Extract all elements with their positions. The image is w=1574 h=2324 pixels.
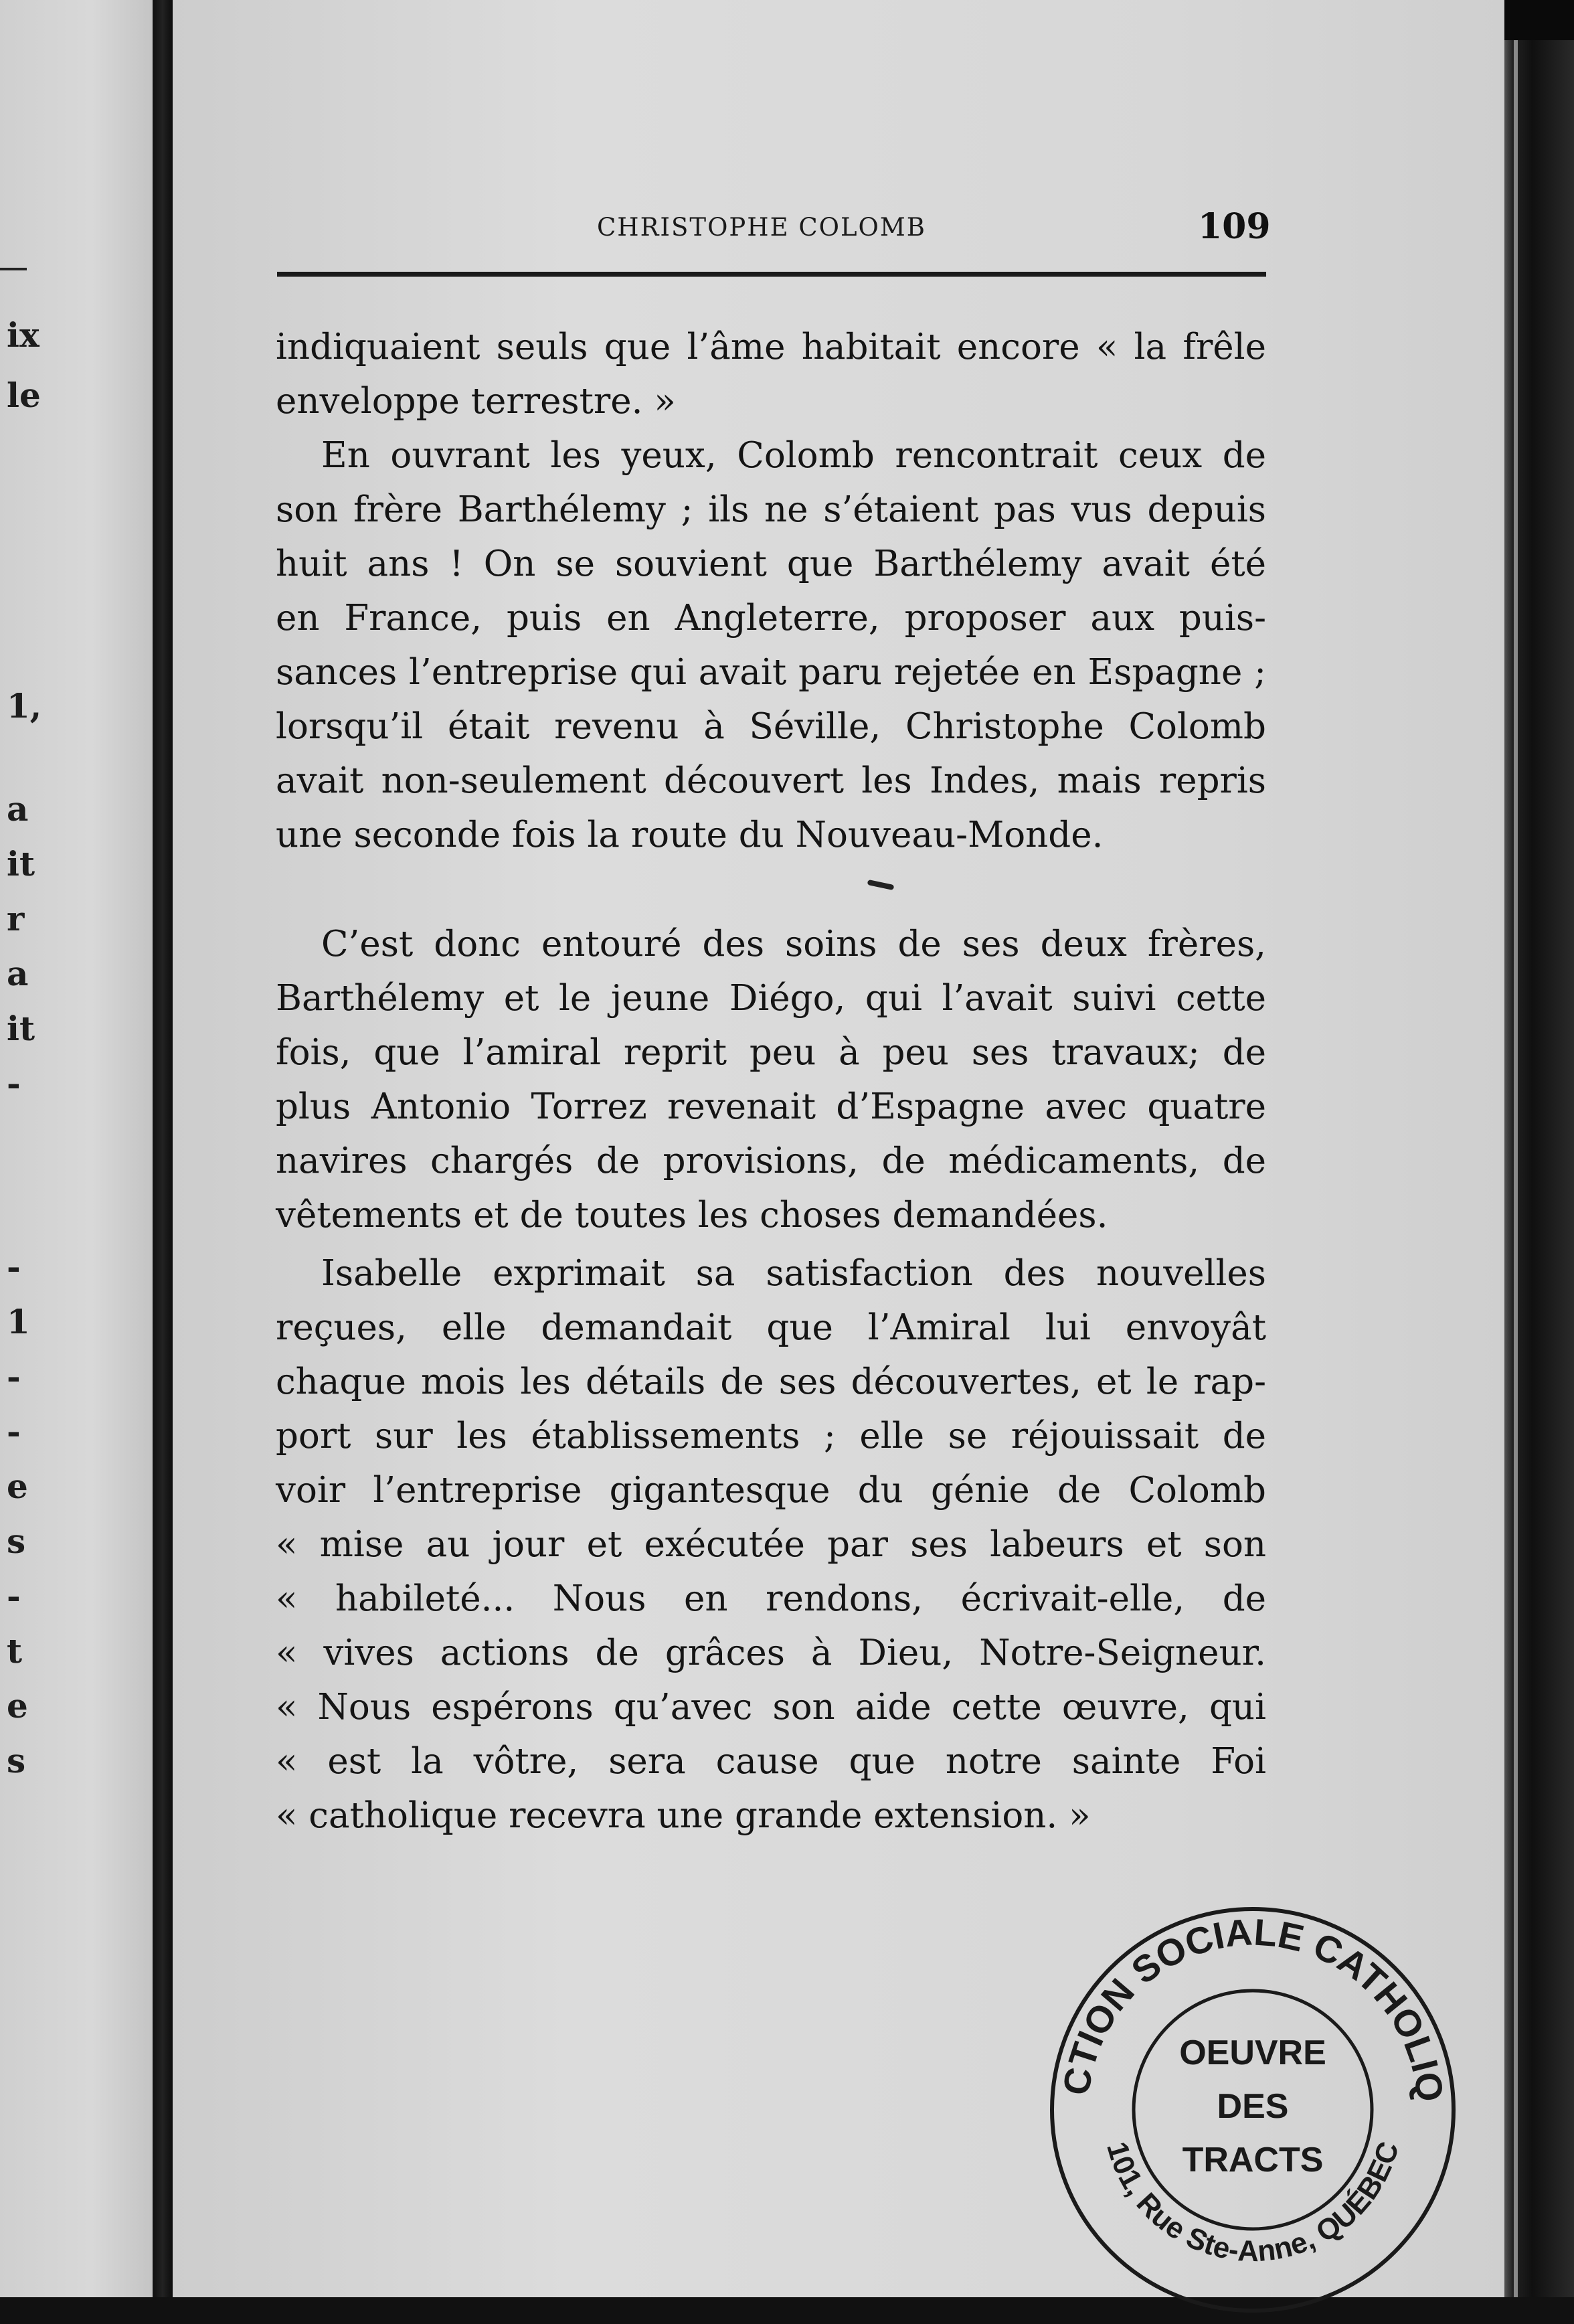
facing-page-rule	[0, 268, 27, 270]
text-line: plus Antonio Torrez revenait d’Espagne avec quatre	[276, 1086, 1266, 1127]
facing-page-fragment: a	[7, 789, 29, 829]
text-line: avait non-seulement découvert les Indes, mais repris	[276, 760, 1266, 801]
facing-page-fragment: le	[7, 376, 41, 415]
text-line: reçues, elle demandait que l’Amiral lui envoyât	[276, 1307, 1266, 1348]
text-line: chaque mois les détails de ses découvertes, et le rap-	[276, 1361, 1266, 1402]
facing-page-fragment: e	[7, 1467, 28, 1506]
stamp-center-line: TRACTS	[1182, 2141, 1324, 2179]
page-number: 109	[1198, 206, 1271, 247]
text-line: « catholique recevra une grande extension. »	[276, 1795, 1091, 1836]
facing-page-fragment: -	[7, 1576, 21, 1616]
text-line: indiquaient seuls que l’âme habitait encore « la frêle	[276, 327, 1266, 367]
paragraph	[276, 320, 1266, 428]
facing-page-fragment: ix	[7, 315, 39, 355]
text-line: « habileté... Nous en rendons, écrivait-elle, de	[276, 1578, 1266, 1619]
facing-page-fragment: -	[7, 1064, 21, 1103]
paragraph	[276, 428, 1266, 862]
text-line: lorsqu’il était revenu à Séville, Christophe Colomb	[276, 706, 1266, 747]
svg-text:L’ACTION SOCIALE CATHOLIQUE	[1041, 1898, 1452, 2104]
facing-page-fragment: t	[7, 1631, 23, 1671]
stamp-center-line: DES	[1217, 2087, 1289, 2126]
text-line: « vives actions de grâces à Dieu, Notre-Seigneur.	[276, 1633, 1266, 1673]
text-line: vêtements et de toutes les choses demandées.	[276, 1195, 1108, 1236]
stamp-center-line: OEUVRE	[1179, 2033, 1326, 2072]
facing-page-fragment: 1	[7, 1302, 30, 1341]
facing-page-fragment: it	[7, 844, 35, 884]
facing-page-fragment: -	[7, 1412, 21, 1451]
running-head: CHRISTOPHE COLOMB	[597, 213, 926, 242]
text-line: une seconde fois la route du Nouveau-Monde.	[276, 815, 1104, 855]
facing-page-fragment: r	[7, 899, 25, 938]
paragraph	[276, 1246, 1266, 1843]
text-line: huit ans ! On se souvient que Barthélemy avait été	[276, 544, 1266, 584]
header-rule	[277, 272, 1266, 277]
facing-page-fragment: -	[7, 1247, 21, 1286]
facing-page-fragment: a	[7, 954, 29, 993]
text-line: en France, puis en Angleterre, proposer aux puis-	[276, 598, 1266, 639]
text-line: enveloppe terrestre. »	[276, 381, 676, 422]
stamp-ring-text: CTION SOCIALE CATHOLIQ	[1054, 1910, 1452, 2104]
text-line: En ouvrant les yeux, Colomb rencontrait ceux de	[321, 435, 1266, 476]
facing-page-edge	[0, 0, 153, 2297]
facing-page-fragment: -	[7, 1357, 21, 1396]
text-line: « Nous espérons qu’avec son aide cette œuvre, qui	[276, 1687, 1266, 1728]
book-gutter	[153, 0, 173, 2297]
facing-page-fragment: 1,	[7, 686, 42, 726]
text-line: sances l’entreprise qui avait paru rejetée en Espagne ;	[276, 652, 1266, 693]
facing-page-fragment: s	[7, 1741, 26, 1780]
text-line: « mise au jour et exécutée par ses labeurs et son	[276, 1524, 1266, 1565]
text-line: port sur les établissements ; elle se réjouissait de	[276, 1416, 1266, 1457]
text-line: Barthélemy et le jeune Diégo, qui l’avait suivi cette	[276, 978, 1266, 1019]
text-line: navires chargés de provisions, de médicaments, de	[276, 1141, 1266, 1181]
paragraph	[276, 917, 1266, 1242]
facing-page-fragment: it	[7, 1009, 35, 1048]
text-line: voir l’entreprise gigantesque du génie de Colomb	[276, 1470, 1266, 1511]
text-line: C’est donc entouré des soins de ses deux frères,	[321, 924, 1266, 965]
text-line: « est la vôtre, sera cause que notre sainte Foi	[276, 1741, 1266, 1782]
library-stamp	[1041, 1898, 1464, 2321]
text-line: Isabelle exprimait sa satisfaction des nouvelles	[321, 1253, 1266, 1294]
facing-page-fragment: s	[7, 1521, 26, 1561]
text-line: fois, que l’amiral reprit peu à peu ses travaux; de	[276, 1032, 1266, 1073]
stamp-address-text: 101, Rue Ste-Anne, QUÉBEC	[1100, 2137, 1406, 2268]
page-edge-line	[1514, 40, 1518, 2297]
facing-page-fragment: e	[7, 1686, 28, 1726]
facing-page-fragments	[0, 0, 153, 2297]
text-line: son frère Barthélemy ; ils ne s’étaient pas vus depuis	[276, 489, 1266, 530]
